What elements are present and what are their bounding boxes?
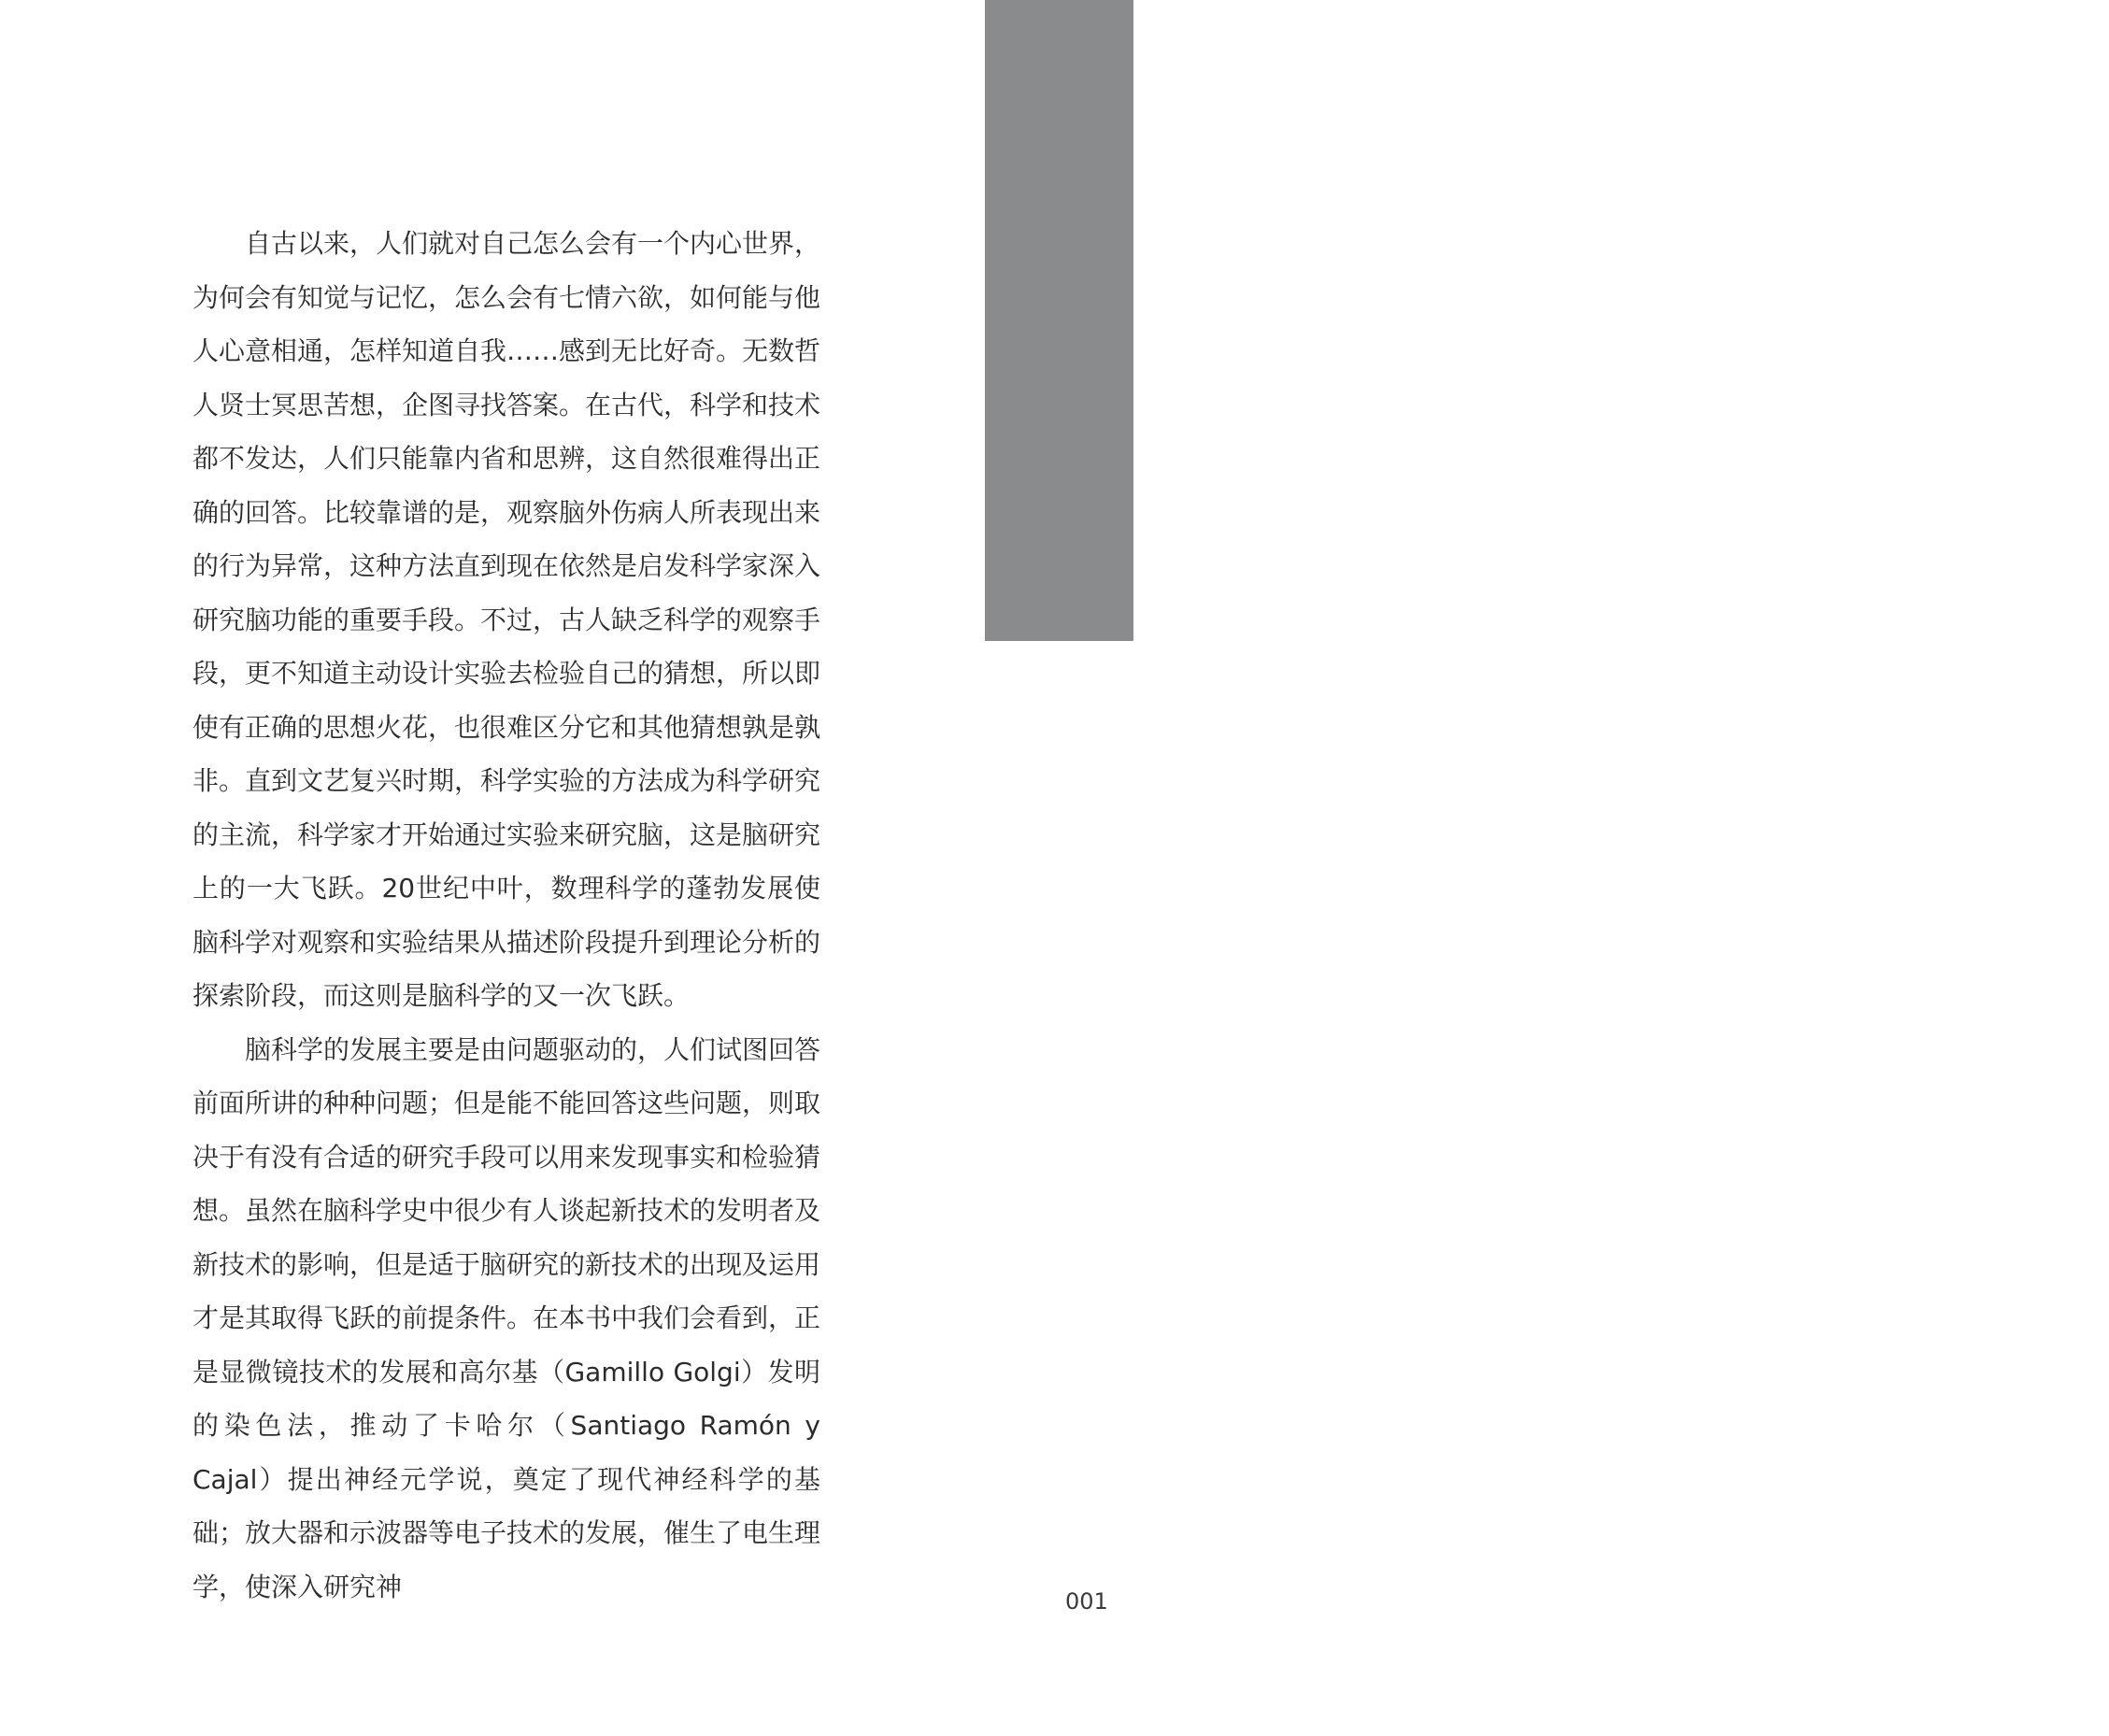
chapter-tab: [985, 0, 2102, 641]
chapter-title: 开场白: [2024, 159, 2102, 355]
chapter-subtitle: 开启认识心智之旅: [1980, 269, 2023, 591]
body-text: [192, 217, 820, 1614]
page-number: 001: [1065, 1588, 1108, 1615]
paragraph: 自古以来，人们就对自己怎么会有一个内心世界，为何会有知觉与记忆，怎么会有七情六欲，如何能与他人心意相通，怎样知道自我……感到无比好奇。无数哲人贤士冥思苦想，企图寻找答案。在古代，科学和技术都不发达，人们只能靠内省和思辨，这自然很难得出正确的回答。比较靠谱的是，观察脑外伤病人所表现出来的行为异常，这种方法直到现在依然是启发科学家深入研究脑功能的重要手段。不过，古人缺乏科学的观察手段，更不知道主动设计实验去检验自己的猜想，所以即使有正确的思想火花，也很难区分它和其他猜想孰是孰非。直到文艺复兴时期，科学实验的方法成为科学研究的主流，科学家才开始通过实验来研究脑，这是脑研究上的一大飞跃。20世纪中叶，数理科学的蓬勃发展使脑科学对观察和实验结果从描述阶段提升到理论分析的探索阶段，而这则是脑科学的又一次飞跃。: [192, 228, 821, 1011]
paragraph: 脑科学的发展主要是由问题驱动的，人们试图回答前面所讲的种种问题；但是能不能回答这些问题，则取决于有没有合适的研究手段可以用来发现事实和检验猜想。虽然在脑科学史中很少有人谈起新技术的发明者及新技术的影响，但是适于脑研究的新技术的出现及运用才是其取得飞跃的前提条件。在本书中我们会看到，正是显微镜技术的发展和高尔基（Gamillo Golgi）发明的染色法，推动了卡哈尔（Santiago Ramón y Cajal）提出神经元学说，奠定了现代神经科学的基础；放大器和示波器等电子技术的发展，催生了电生理学，使深入研究神: [192, 1033, 821, 1602]
